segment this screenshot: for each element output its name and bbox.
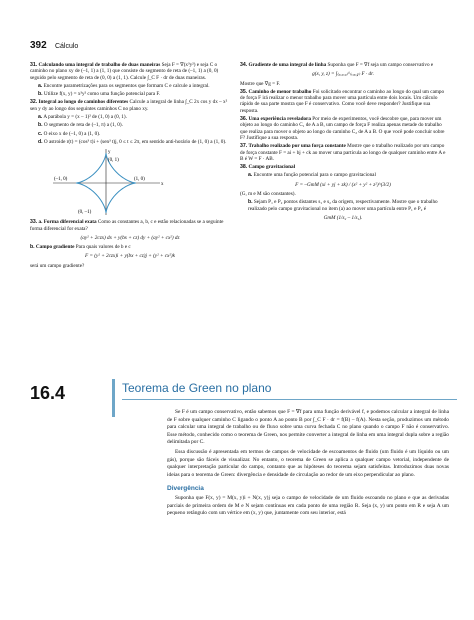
exercise-text: será um campo gradiente? — [30, 262, 85, 269]
label-right: (1, 0) — [134, 177, 145, 183]
exercises-right-column — [240, 62, 446, 224]
page-number: 392 — [30, 40, 47, 51]
exercise-text: O segmento de reta de (–1, π) a (1, 0). — [43, 122, 123, 129]
exercise-item — [240, 116, 446, 141]
exercise-number: a. — [248, 172, 253, 179]
exercise-text: Encontre parametrizações para os segmentos que formam C e calcule a integral. — [43, 82, 210, 89]
chapter-title: Cálculo — [54, 43, 79, 50]
exercise-item — [248, 172, 446, 178]
exercise-text: Calcule a integral de linha ∫_C 2x cos y dx – x² sen y dy ao longo dos seguintes caminhos C no plano xy. — [30, 99, 228, 112]
exercise-text: Mostre que ∇g = F. — [240, 80, 281, 87]
exercise-text: Como as constantes a, b, c e estão relacionadas se a seguinte forma diferencial for exata? — [30, 219, 224, 232]
exercise-item — [38, 122, 230, 128]
exercise-number: b. — [30, 244, 35, 251]
exercise-number: 31. — [30, 62, 38, 68]
exercise-title: Gradiente de uma integral de linha — [248, 62, 327, 68]
formula: GmM (1/s₂ – 1/s₁). — [323, 214, 363, 221]
exercise-number: 34. — [240, 62, 248, 68]
exercise-item — [38, 131, 230, 137]
exercise-title: Integral ao longo de caminhos diferentes — [38, 99, 129, 106]
section-number: 16.4 — [30, 383, 66, 403]
exercise-text: Utilize f(x, y) = x³y² como uma função potencial para F. — [43, 91, 161, 98]
exercise-text: O astroide r(t) = (cos³ t)i + (sen³ t)j, 0 ≤ t ≤ 2π, em sentido anti-horário de (1, 0) a (1, 0). — [43, 138, 227, 145]
exercise-number: a. — [38, 114, 43, 121]
exercise-title: Uma experiência reveladora — [248, 116, 311, 123]
label-left: (–1, 0) — [54, 177, 68, 183]
label-top: (0, 1) — [108, 158, 119, 164]
body-paragraph: Essa discussão é apresentada em termos de campos de velocidade de escoamentos de fluido (um fluido é um líquido ou um gás), porque são fáceis de visualizar. No entanto, o teorema de Green se aplica a qualquer campo vetorial, independente de qualquer interpretação particular do campo, contanto que as hipóteses do teorema sejam satisfeitas. Introduzimos duas novas ideias para o teorema de Green: divergência e densidade de circulação ao redor de um eixo perpendicular ao plano. — [167, 448, 449, 478]
exercise-item — [240, 89, 446, 114]
exercise-title: a. Forma diferencial exata — [38, 219, 97, 226]
x-axis-label: x — [161, 182, 164, 188]
exercise-item — [240, 164, 446, 170]
exercise-number: b. — [38, 91, 43, 98]
label-bottom: (0, –1) — [78, 210, 92, 216]
exercise-item — [38, 91, 230, 97]
exercise-item — [38, 139, 230, 145]
exercise-text: O eixo x de (–1, 0) a (1, 0). — [43, 130, 101, 137]
exercise-text: Seja F = ∇(x³y²) e seja C o caminho no plano xy de (–1, 1) a (1, 1) que consiste do segmento de reta de (–1, 1) a (0, 0) seguido pelo segmento de reta de (0, 0) a (1, 1). Calcule ∫_C F · dr de duas maneiras. — [30, 62, 219, 81]
exercise-item — [30, 244, 230, 250]
formula: g(x, y, z) = ∫₍₀,₀,₀₎^₍ₓ,ᵧ,𝓏₎ F · dr. — [312, 71, 374, 78]
exercise-item — [38, 114, 230, 120]
astroid-figure — [48, 147, 168, 217]
exercise-number: b. — [38, 122, 43, 129]
section-body — [167, 409, 449, 520]
exercise-text: Suponha que F = ∇f seja um campo conservativo e — [327, 62, 434, 68]
exercise-item — [38, 83, 230, 89]
exercise-number: b. — [248, 199, 253, 206]
exercise-title: Campo gradiente — [35, 244, 75, 251]
exercise-number: a. — [38, 82, 43, 89]
exercise-item — [248, 199, 446, 212]
exercise-item — [30, 99, 230, 112]
subsection-title: Divergência — [167, 485, 204, 493]
exercise-number: d. — [38, 138, 43, 145]
exercise-item — [240, 143, 446, 162]
formula: F = –GmM (xi + yj + zk) / (x² + y² + z²)^(3/2) — [295, 181, 391, 188]
exercise-title: Trabalho realizado por uma força constante — [248, 143, 346, 150]
exercise-item — [30, 263, 230, 269]
exercise-item — [240, 191, 446, 197]
formula: (ay² + 2czx) dx + y(bx + cz) dy + (ay² + cx²) dz — [80, 234, 180, 241]
exercise-title: Calculando uma integral de trabalho de duas maneiras — [38, 62, 161, 68]
exercise-number: 37. — [240, 143, 248, 150]
exercise-list-b — [30, 219, 230, 269]
exercise-item — [30, 219, 230, 232]
exercise-title: Campo gravitacional — [248, 164, 296, 171]
exercise-item — [240, 62, 446, 68]
exercises-left-column — [30, 62, 230, 271]
exercise-number: 36. — [240, 116, 248, 123]
exercise-item — [240, 81, 446, 87]
exercise-text: Mostre que o trabalho realizado por um campo de força constante F = ai + bj + ck ao mover uma partícula ao longo de qualquer caminho entre A e B é W = F · AB. — [240, 143, 446, 162]
exercise-number: 38. — [240, 164, 248, 171]
exercise-text: Sejam P₁ e P₂ pontos distantes s₁ e s₂ da origem, respectivamente. Mostre que o trabalho realizado pelo campo gravitacional no item (a) ao mover uma partícula entre P₁ e P₂ é — [248, 199, 438, 212]
body-paragraph: Suponha que F(x, y) = M(x, y)i + N(x, y)j seja o campo de velocidade de um fluido escoando no plano e que as derivadas parciais de primeira ordem de M e N sejam contínuas em cada ponto de uma região R. Seja (x, y) um ponto em R e seja A um pequeno retângulo com um vértice em (x, y) que, juntamente com seu interior, está — [167, 494, 449, 517]
exercise-text: Por meio de experimentos, você descobre que, para mover um objeto ao longo do caminho C₁ de A a B, um campo de força F realiza apenas metade do trabalho que realiza para mover o objeto ao longo do caminho C₂ de A a B. O que você pode concluir sobre F? Justifique a sua resposta. — [240, 116, 445, 141]
exercise-text: Para quais valores de b e c — [75, 244, 131, 251]
section-title: Teorema de Green no plano — [122, 381, 272, 395]
exercise-text: Encontre uma função potencial para o campo gravitacional — [253, 172, 376, 179]
section-rule — [122, 399, 457, 400]
exercise-text: Foi solicitado encontrar o caminho ao longo do qual um campo de força F irá realizar o menor trabalho para mover uma partícula entre dois locais. Um cálculo rápido de sua parte mostra que F é conservativo. Como você deve responder? Justifique sua resposta. — [240, 88, 445, 114]
page-header — [30, 40, 78, 51]
formula: F = (y² + 2czx)i + y(bx + cz)j + (y² + cx²)k — [85, 253, 175, 260]
exercise-text: A parábola y = (x – 1)² de (1, 0) a (0, 1). — [43, 114, 127, 121]
exercise-number: 32. — [30, 99, 38, 106]
exercise-list-right — [240, 62, 446, 221]
exercise-list-a — [30, 62, 230, 145]
y-axis-label: y — [108, 150, 111, 156]
exercise-title: Caminho de menor trabalho — [248, 88, 312, 95]
body-paragraph: Se F é um campo conservativo, então sabemos que F = ∇f para uma função derivável f, e podemos calcular a integral de linha de F sobre qualquer caminho C ligando o ponto A ao ponto B por ∫_C F · dr = f(B) – f(A). Nesta seção, produzimos um método para calcular uma integral de trabalho ou de fluxo sobre uma curva fechada C no plano quando o campo F não é conservativo. Esse método, conhecido como o teorema de Green, nos permite converter a integral de linha em uma integral dupla sobre a região delimitada por C. — [167, 409, 449, 446]
exercise-number: 35. — [240, 88, 248, 95]
exercise-number: 33. — [30, 219, 38, 226]
section-bar — [112, 379, 115, 417]
exercise-number: c. — [38, 130, 43, 137]
exercise-text: (G, m e M são constantes). — [240, 191, 296, 198]
exercise-item — [30, 62, 230, 81]
